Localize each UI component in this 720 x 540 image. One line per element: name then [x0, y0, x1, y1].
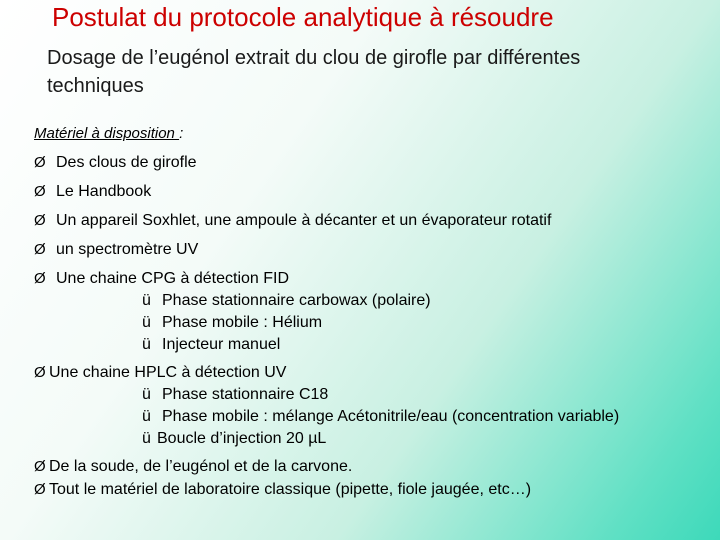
- check-icon: ü: [142, 430, 151, 447]
- list-item: [34, 270, 289, 288]
- arrow-bullet-icon: Ø: [34, 481, 46, 498]
- list-item: [34, 183, 151, 201]
- arrow-bullet-icon: Ø: [34, 364, 46, 381]
- list-item: [34, 481, 531, 499]
- sub-item-text: Phase mobile : Hélium: [162, 314, 323, 331]
- sub-item-text: Phase stationnaire C18: [162, 386, 329, 403]
- slide-title: Postulat du protocole analytique à résoudre: [52, 2, 554, 32]
- sub-item: [142, 292, 431, 310]
- check-icon: ü: [142, 408, 151, 425]
- item-text: Une chaine CPG à détection FID: [56, 270, 290, 287]
- item-text: De la soude, de l’eugénol et de la carvone.: [49, 458, 353, 475]
- list-item: [34, 212, 551, 230]
- sub-item-text: Phase mobile : mélange Acétonitrile/eau (concentration variable): [162, 408, 620, 425]
- check-icon: ü: [142, 292, 151, 309]
- arrow-bullet-icon: Ø: [34, 241, 46, 258]
- arrow-bullet-icon: Ø: [34, 183, 46, 200]
- sub-item: [142, 336, 280, 354]
- materiel-colon: :: [179, 125, 184, 142]
- sub-item-text: Injecteur manuel: [162, 336, 281, 353]
- list-item: [34, 154, 197, 172]
- item-text: Des clous de girofle: [56, 154, 197, 171]
- item-text: Un appareil Soxhlet, une ampoule à décanter et un évaporateur rotatif: [56, 212, 552, 229]
- item-text: Le Handbook: [56, 183, 152, 200]
- item-text: un spectromètre UV: [56, 241, 199, 258]
- sub-item: [142, 430, 326, 448]
- list-item: [34, 458, 352, 476]
- list-item: [34, 241, 198, 259]
- check-icon: ü: [142, 386, 151, 403]
- item-text: Tout le matériel de laboratoire classique (pipette, fiole jaugée, etc…): [49, 481, 532, 498]
- arrow-bullet-icon: Ø: [34, 458, 46, 475]
- arrow-bullet-icon: Ø: [34, 270, 46, 287]
- arrow-bullet-icon: Ø: [34, 154, 46, 171]
- sub-item-text: Boucle d’injection 20 µL: [157, 430, 327, 447]
- materiel-label: Matériel à disposition: [34, 125, 180, 142]
- arrow-bullet-icon: Ø: [34, 212, 46, 229]
- sub-item: [142, 314, 322, 332]
- check-icon: ü: [142, 314, 151, 331]
- materiel-heading: [34, 125, 183, 142]
- check-icon: ü: [142, 336, 151, 353]
- slide-subtitle: Dosage de l’eugénol extrait du clou de girofle par différentes techniques: [47, 47, 581, 97]
- list-item: [34, 364, 286, 382]
- sub-item: [142, 386, 328, 404]
- sub-item: [142, 408, 619, 426]
- item-text: Une chaine HPLC à détection UV: [49, 364, 287, 381]
- sub-item-text: Phase stationnaire carbowax (polaire): [162, 292, 431, 309]
